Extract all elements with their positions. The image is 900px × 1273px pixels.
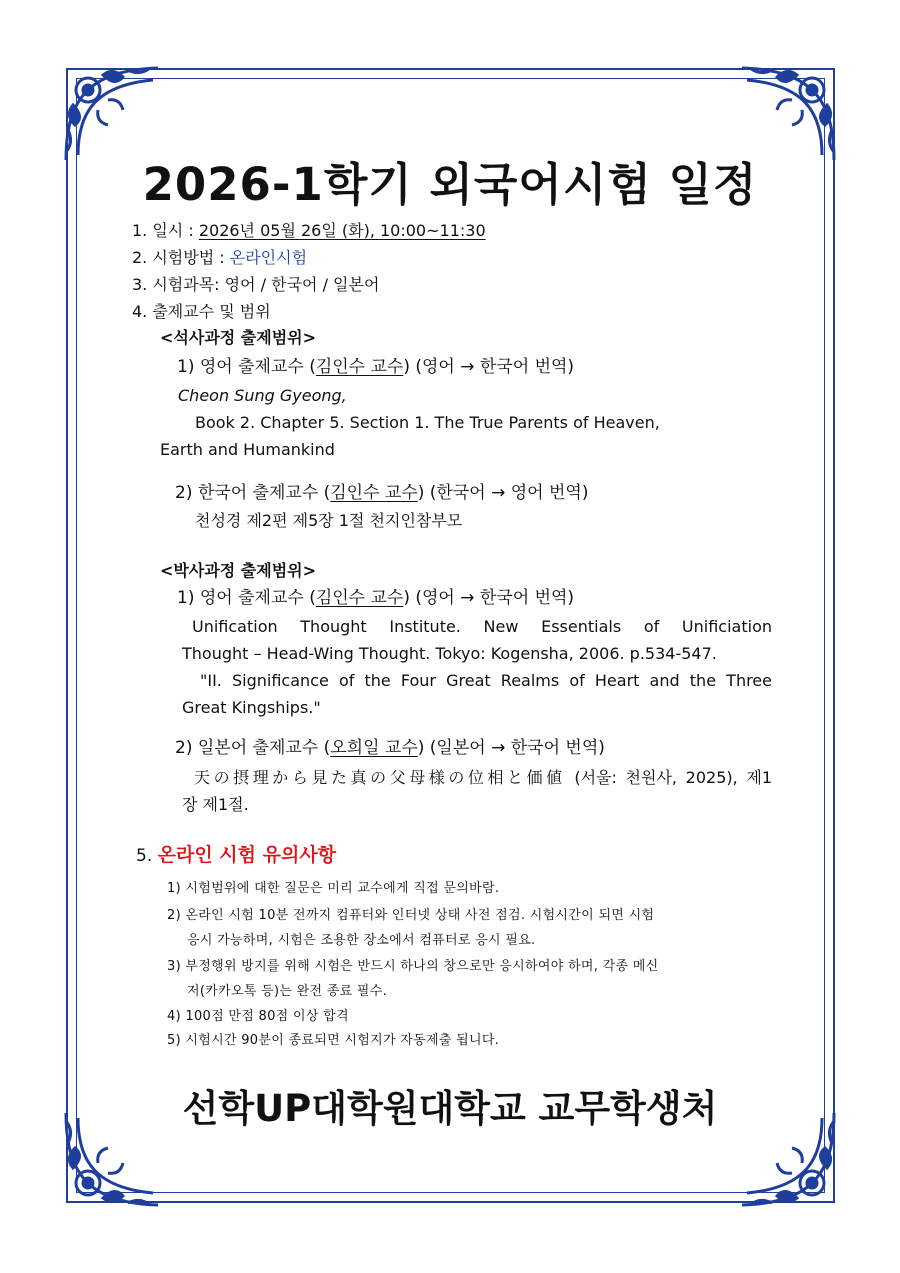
doctoral-heading: <박사과정 출제범위> bbox=[160, 561, 317, 580]
note-2-line-2: 응시 가능하며, 시험은 조용한 장소에서 컴퓨터로 응시 필요. bbox=[187, 933, 536, 948]
item-date-value: 2026년 05월 26일 (화), 10:00~11:30 bbox=[198, 221, 486, 240]
doctoral-japanese-prof: 오희일 교수 bbox=[330, 738, 418, 758]
doctoral-english-line bbox=[177, 588, 574, 608]
masters-korean-prof: 김인수 교수 bbox=[330, 483, 418, 503]
item-date bbox=[132, 221, 486, 241]
masters-heading: <석사과정 출제범위> bbox=[160, 328, 317, 347]
notes-heading: 온라인 시험 유의사항 bbox=[157, 844, 337, 866]
note-5: 5) 시험시간 90분이 종료되면 시험지가 자동제출 됩니다. bbox=[167, 1033, 500, 1048]
masters-korean-prefix: 2) 한국어 출제교수 ( bbox=[175, 483, 331, 503]
doctoral-japanese-suffix: ) (일본어 → 한국어 번역) bbox=[417, 738, 605, 758]
masters-english-line bbox=[177, 357, 574, 377]
masters-english-prof: 김인수 교수 bbox=[315, 357, 404, 377]
masters-korean-line bbox=[175, 483, 588, 503]
item-subjects: 3. 시험과목: 영어 / 한국어 / 일본어 bbox=[132, 275, 380, 294]
note-1: 1) 시험범위에 대한 질문은 미리 교수에게 직접 문의바람. bbox=[167, 881, 500, 896]
note-4: 4) 100점 만점 80점 이상 합격 bbox=[167, 1009, 349, 1024]
notes-number: 5. bbox=[136, 846, 158, 866]
note-2-line-1: 2) 온라인 시험 10분 전까지 컴퓨터와 인터넷 상태 사전 점검. 시험시간이 되면 시험 bbox=[167, 908, 655, 923]
masters-english-book: Cheon Sung Gyeong, bbox=[178, 386, 347, 405]
masters-korean-ref: 천성경 제2편 제5장 1절 천지인참부모 bbox=[195, 511, 463, 530]
doctoral-japanese-ref-1: 天の摂理から見た真の父母様の位相と価値 (서울: 천원사, 2025), 제1 bbox=[194, 768, 772, 787]
note-3-line-2: 저(카카오톡 등)는 완전 종료 필수. bbox=[187, 984, 388, 999]
doctoral-english-suffix: ) (영어 → 한국어 번역) bbox=[403, 588, 575, 608]
masters-english-ref-1: Book 2. Chapter 5. Section 1. The True Parents of Heaven, bbox=[195, 413, 660, 432]
issuer-footer: 선학UP대학원대학교 교무학생처 bbox=[182, 1087, 718, 1130]
note-3-line-1: 3) 부정행위 방지를 위해 시험은 반드시 하나의 창으로만 응시하여야 하며, 각종 메신 bbox=[167, 959, 659, 974]
item-date-label: 1. 일시 : bbox=[132, 221, 199, 240]
masters-english-prefix: 1) 영어 출제교수 ( bbox=[177, 357, 316, 377]
doctoral-english-prof: 김인수 교수 bbox=[315, 588, 404, 608]
item-method-value: 온라인시험 bbox=[229, 248, 308, 267]
doctoral-japanese-line bbox=[175, 738, 605, 758]
masters-english-ref-2: Earth and Humankind bbox=[160, 440, 335, 459]
item-method-label: 2. 시험방법 : bbox=[132, 248, 230, 267]
item-professors: 4. 출제교수 및 범위 bbox=[132, 302, 271, 321]
doctoral-english-ref-4: Great Kingships." bbox=[182, 698, 321, 717]
doctoral-english-ref-3: "II. Significance of the Four Great Realms of Heart and the Three bbox=[200, 671, 772, 690]
item-method bbox=[132, 248, 307, 268]
doctoral-english-ref-2: Thought – Head-Wing Thought. Tokyo: Kogensha, 2006. p.534-547. bbox=[182, 644, 717, 663]
doctoral-japanese-prefix: 2) 일본어 출제교수 ( bbox=[175, 738, 331, 758]
masters-korean-suffix: ) (한국어 → 영어 번역) bbox=[417, 483, 589, 503]
doctoral-english-ref-1: Unification Thought Institute. New Essentials of Unificiation bbox=[192, 617, 772, 636]
page-title: 2026-1학기 외국어시험 일정 bbox=[142, 158, 758, 211]
notes-title bbox=[136, 845, 336, 866]
doctoral-english-prefix: 1) 영어 출제교수 ( bbox=[177, 588, 316, 608]
masters-english-suffix: ) (영어 → 한국어 번역) bbox=[403, 357, 575, 377]
doctoral-japanese-ref-2: 장 제1절. bbox=[182, 795, 249, 814]
